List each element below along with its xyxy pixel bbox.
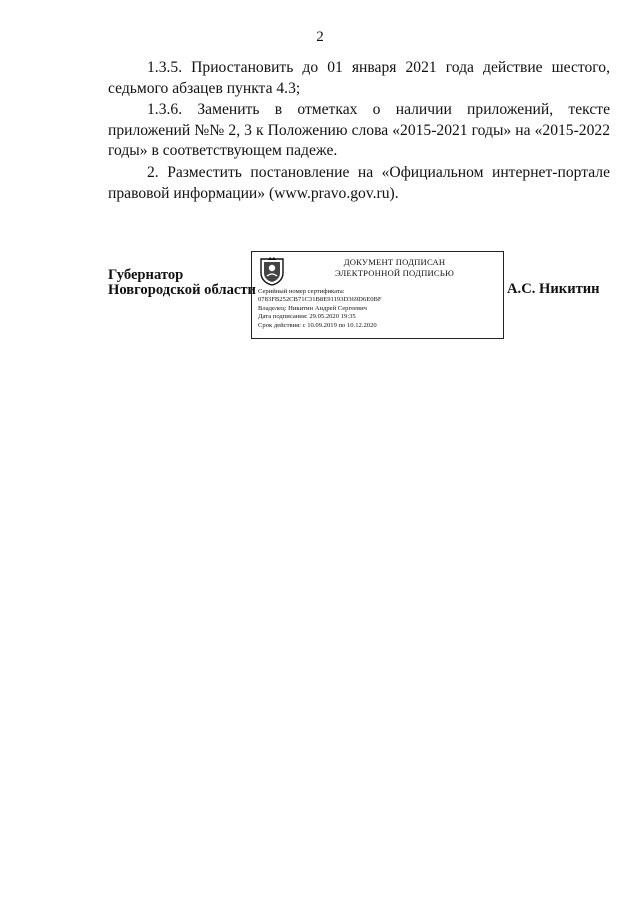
stamp-header-line1: ДОКУМЕНТ ПОДПИСАН xyxy=(343,257,446,267)
stamp-serial-value: 0783FB252CB71C31B8E91193D369D6E0BF xyxy=(258,296,382,304)
signer-position-line1: Губернатор xyxy=(108,267,184,283)
stamp-owner: Владелец: Никитин Андрей Сергеевич xyxy=(258,304,367,312)
stamp-validity: Срок действия: с 10.09.2019 по 10.12.2020 xyxy=(258,321,377,329)
electronic-signature-stamp xyxy=(251,251,504,339)
signer-position xyxy=(108,268,256,298)
stamp-header-line2: ЭЛЕКТРОННОЙ ПОДПИСЬЮ xyxy=(334,267,454,278)
signer-name: А.С. Никитин xyxy=(507,281,600,297)
paragraph-2: 2. Разместить постановление на «Официальном интернет-портале правовой информации» (www.pravo.gov.ru). xyxy=(108,163,610,202)
page-number: 2 xyxy=(316,29,324,45)
paragraph-1-3-5: 1.3.5. Приостановить до 01 января 2021 года действие шестого, седьмого абзацев пункта 4.3; xyxy=(108,59,610,97)
stamp-header xyxy=(292,257,497,278)
signer-position-line2: Новгородской области xyxy=(108,282,256,298)
document-body xyxy=(108,58,610,205)
stamp-signed-date: Дата подписания: 29.05.2020 19:35 xyxy=(258,313,356,321)
stamp-serial-label: Серийный номер сертификата: xyxy=(258,288,345,295)
coat-of-arms-icon xyxy=(258,256,286,286)
stamp-details xyxy=(258,288,500,330)
paragraph-1-3-6: 1.3.6. Заменить в отметках о наличии приложений, тексте приложений №№ 2, 3 к Положению слова «2015-2021 годы» на «2015-2022 годы» в соответствующем падеже. xyxy=(108,101,610,160)
